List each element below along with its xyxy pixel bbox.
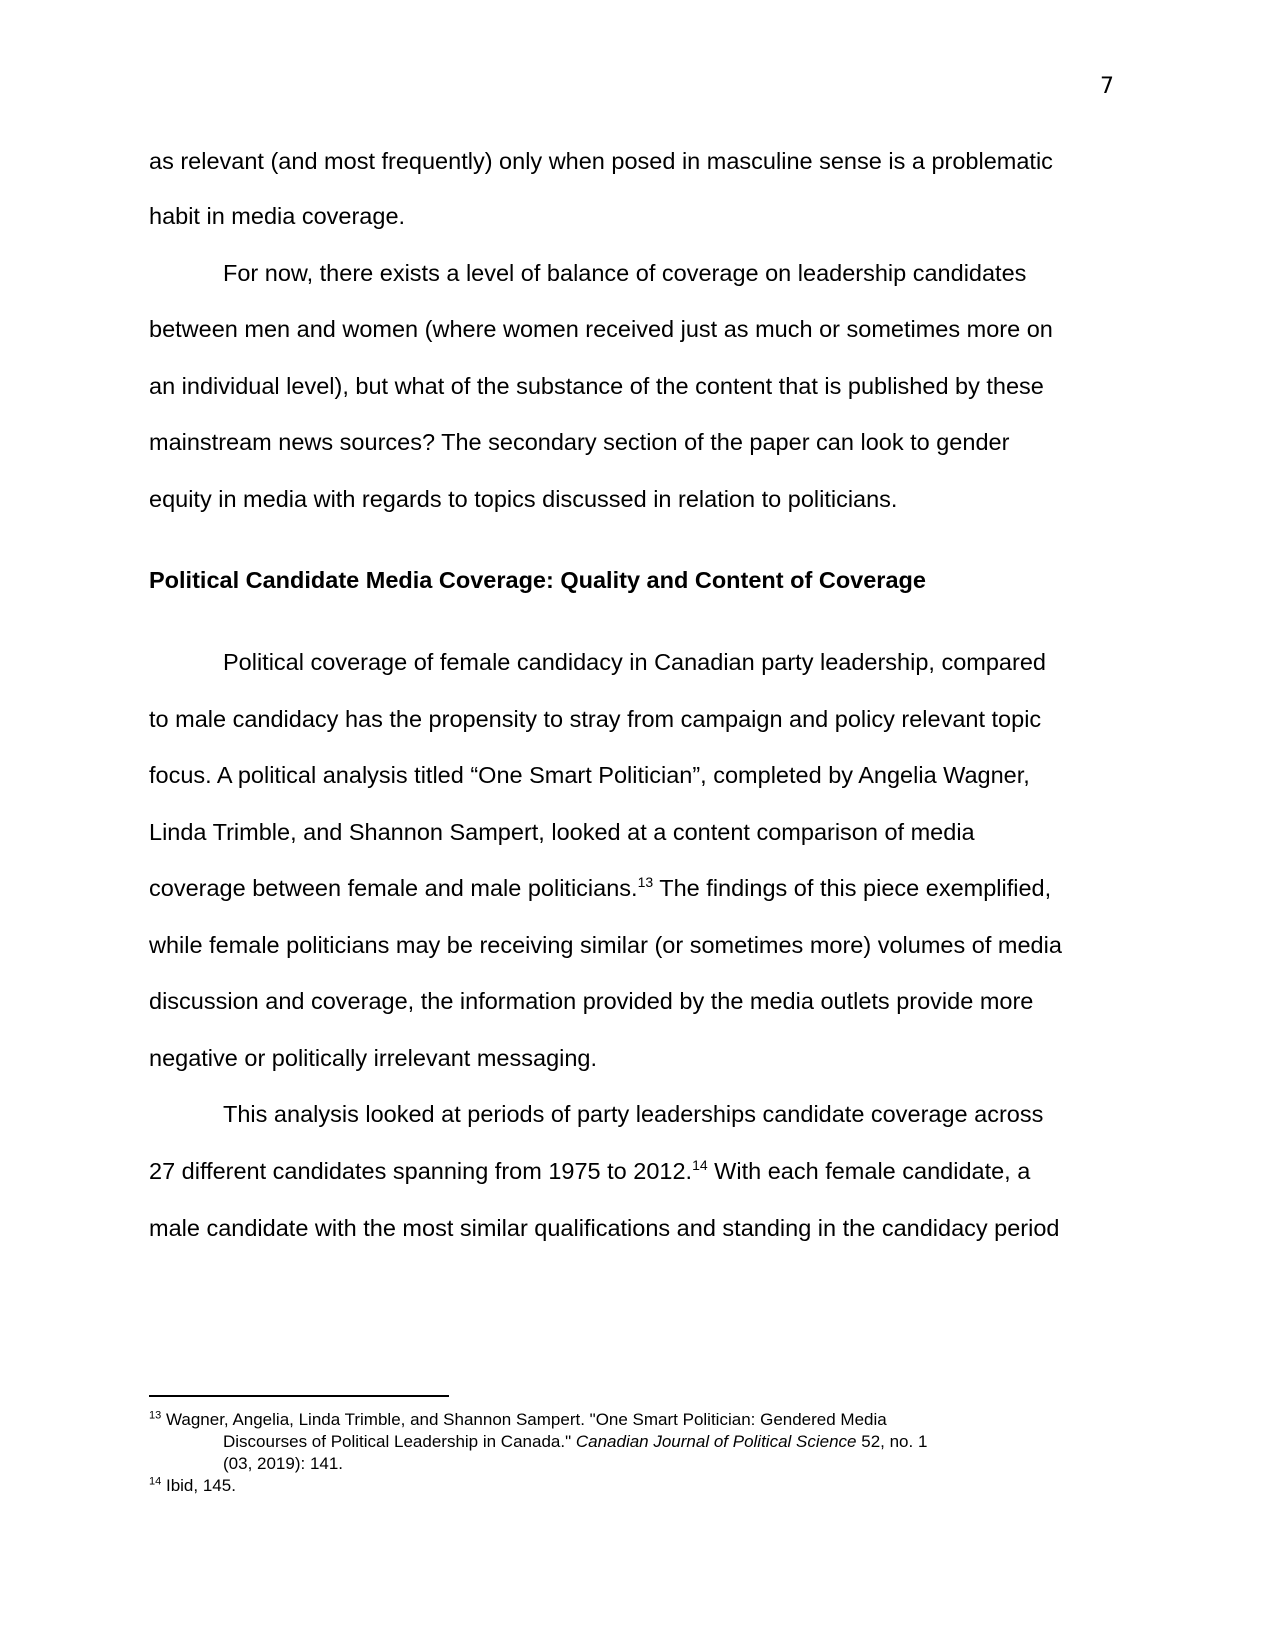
footnote-text: 52, no. 1 xyxy=(856,1432,928,1451)
footnote-text: Wagner, Angelia, Linda Trimble, and Shannon Sampert. "One Smart Politician: Gendered Media xyxy=(161,1410,887,1429)
text-span: With each female candidate, a xyxy=(707,1158,1031,1184)
body-text-line: equity in media with regards to topics discussed in relation to politicians. xyxy=(149,486,898,512)
body-text-line xyxy=(149,1156,1030,1186)
page-number: 7 xyxy=(1100,74,1114,99)
footnote-reference[interactable]: 13 xyxy=(637,874,654,891)
footnote-13-line xyxy=(223,1431,927,1452)
body-text-line: between men and women (where women received just as much or sometimes more on xyxy=(149,316,1053,342)
body-text-line: This analysis looked at periods of party leaderships candidate coverage across xyxy=(223,1101,1044,1127)
body-text-line xyxy=(149,873,1051,903)
body-text-line: an individual level), but what of the substance of the content that is published by these xyxy=(149,373,1044,399)
body-text-line: as relevant (and most frequently) only when posed in masculine sense is a problematic xyxy=(149,148,1053,174)
footnote-14-line xyxy=(149,1475,236,1496)
footnote-number: 13 xyxy=(149,1409,162,1422)
text-span: The findings of this piece exemplified, xyxy=(653,875,1052,901)
footnote-text: Ibid, 145. xyxy=(161,1476,236,1495)
footnote-text: Discourses of Political Leadership in Canada." xyxy=(223,1432,576,1451)
body-text-line: male candidate with the most similar qualifications and standing in the candidacy period xyxy=(149,1215,1060,1241)
text-span: coverage between female and male politicians. xyxy=(149,875,638,901)
body-text-line: Political coverage of female candidacy in Canadian party leadership, compared xyxy=(223,649,1046,675)
journal-title: Canadian Journal of Political Science xyxy=(575,1432,857,1451)
footnote-reference[interactable]: 14 xyxy=(692,1157,708,1174)
footnote-number: 14 xyxy=(149,1475,162,1488)
section-heading: Political Candidate Media Coverage: Quality and Content of Coverage xyxy=(149,567,926,593)
text-span: 27 different candidates spanning from 1975 to 2012. xyxy=(149,1158,693,1184)
footnote-separator xyxy=(149,1395,449,1397)
body-text-line: to male candidacy has the propensity to stray from campaign and policy relevant topic xyxy=(149,706,1042,732)
footnote-13-line xyxy=(149,1409,887,1430)
footnote-13-line: (03, 2019): 141. xyxy=(223,1454,344,1473)
body-text-line: mainstream news sources? The secondary section of the paper can look to gender xyxy=(149,429,1010,455)
body-text-line: habit in media coverage. xyxy=(149,203,406,229)
body-text-line: For now, there exists a level of balance of coverage on leadership candidates xyxy=(223,260,1027,286)
body-text-line: discussion and coverage, the information provided by the media outlets provide more xyxy=(149,988,1034,1014)
body-text-line: focus. A political analysis titled “One Smart Politician”, completed by Angelia Wagner, xyxy=(149,762,1030,788)
body-text-line: negative or politically irrelevant messaging. xyxy=(149,1045,598,1071)
body-text-line: while female politicians may be receiving similar (or sometimes more) volumes of media xyxy=(149,932,1062,958)
body-text-line: Linda Trimble, and Shannon Sampert, looked at a content comparison of media xyxy=(149,819,975,845)
